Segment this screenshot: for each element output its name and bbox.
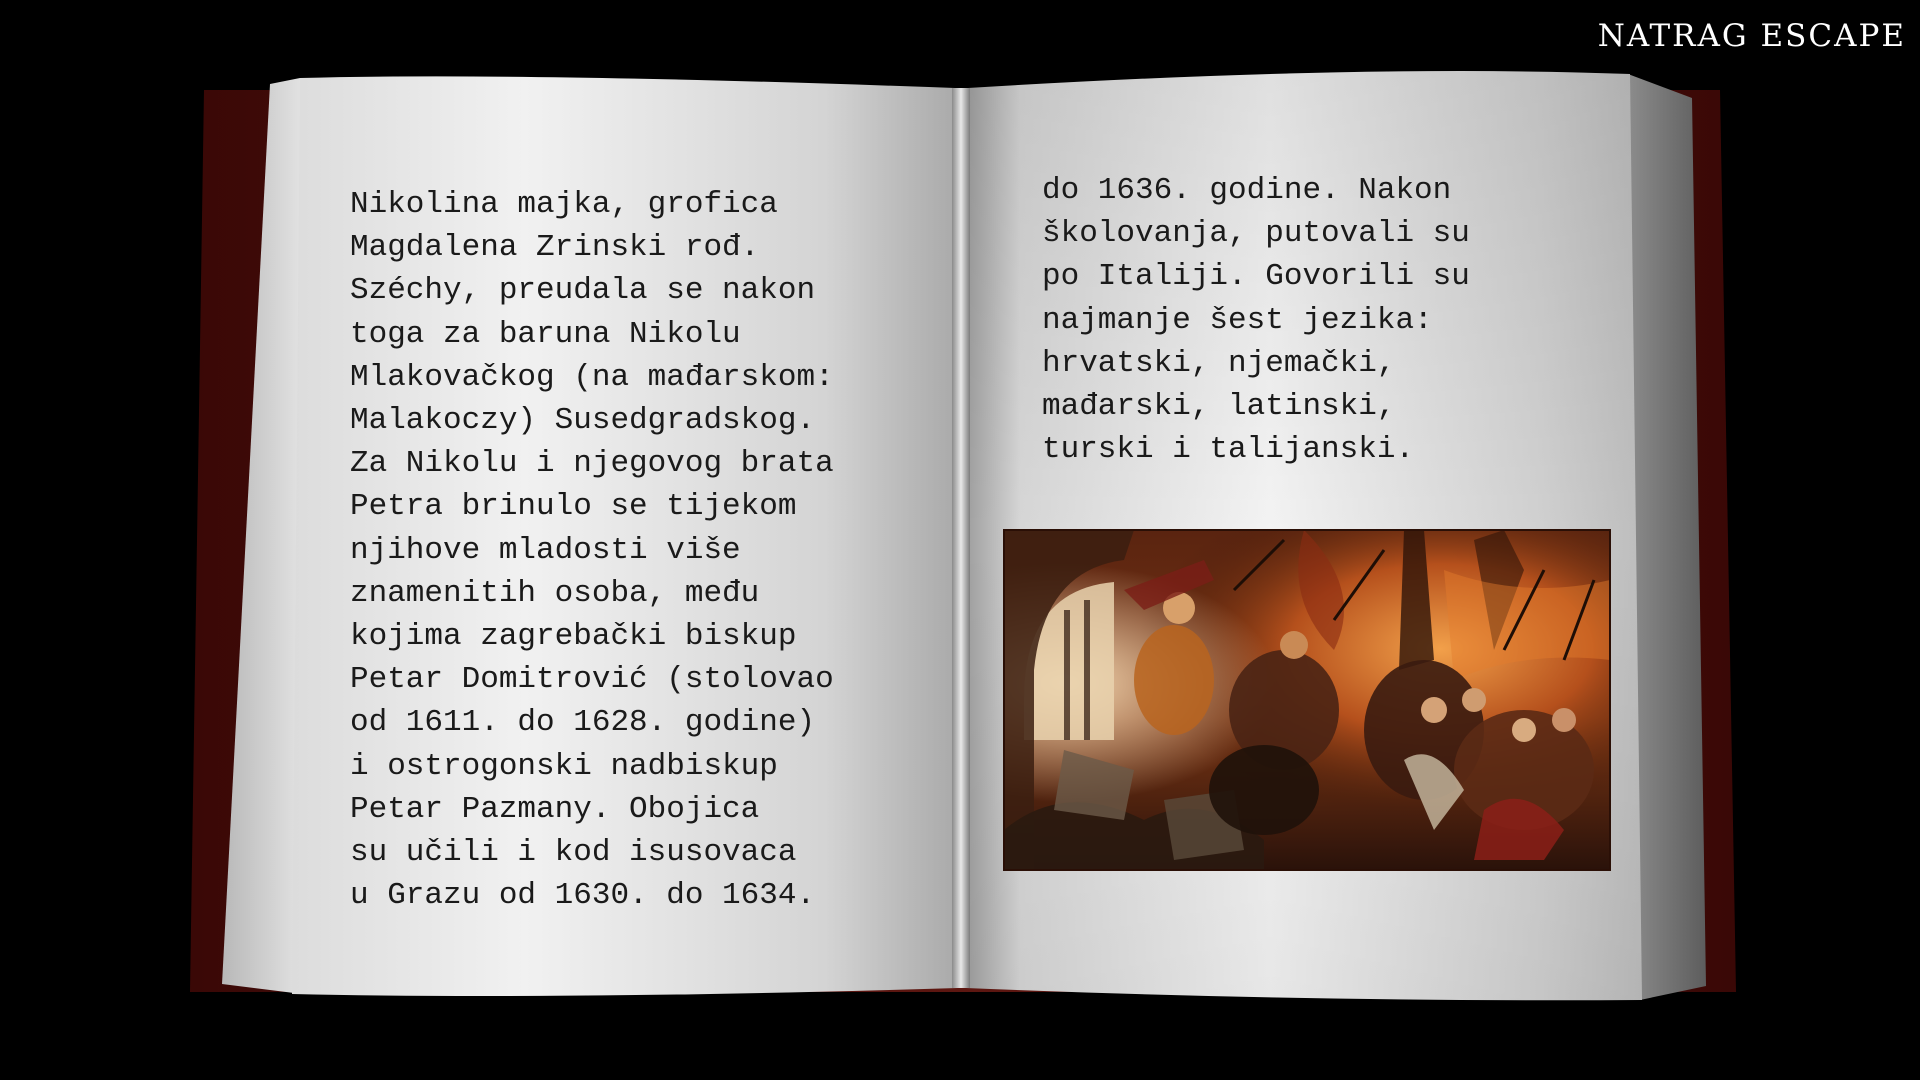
battle-painting-illustration [1004,530,1610,870]
left-page-text [350,183,834,917]
right-page-text [1042,169,1470,471]
text-line: Za Nikolu i njegovog brata [350,446,834,482]
back-button[interactable]: NATRAG ESCAPE [1597,18,1906,54]
text-line: od 1611. do 1628. godine) [350,705,816,741]
text-line: najmanje šest jezika: [1042,302,1433,338]
text-line: školovanja, putovali su [1042,216,1470,252]
text-line: Nikolina majka, grofica [350,187,778,222]
text-line: znamenitih osoba, među [350,575,760,611]
text-line: Mlakovačkog (na mađarskom: [350,359,834,395]
book-spine [952,88,970,988]
text-line: njihove mladosti više [350,532,741,568]
text-line: turski i talijanski. [1042,432,1415,468]
text-line: Petar Pazmany. Obojica [350,791,760,827]
text-line: kojima zagrebački biskup [350,619,797,655]
text-line: Petar Domitrović (stolovao [350,662,834,698]
text-line: u Grazu od 1630. do 1634. [350,878,816,914]
text-line: i ostrogonski nadbiskup [350,748,778,784]
text-line: po Italiji. Govorili su [1042,259,1470,295]
text-line: su učili i kod isusovaca [350,835,797,871]
text-line: do 1636. godine. Nakon [1042,173,1452,208]
text-line: toga za baruna Nikolu [350,316,741,352]
text-line: mađarski, latinski, [1042,389,1396,425]
text-line: hrvatski, njemački, [1042,345,1396,381]
text-line: Petra brinulo se tijekom [350,489,797,525]
text-line: Széchy, preudala se nakon [350,273,816,309]
text-line: Magdalena Zrinski rođ. [350,230,760,266]
text-line: Malakoczy) Susedgradskog. [350,403,816,439]
